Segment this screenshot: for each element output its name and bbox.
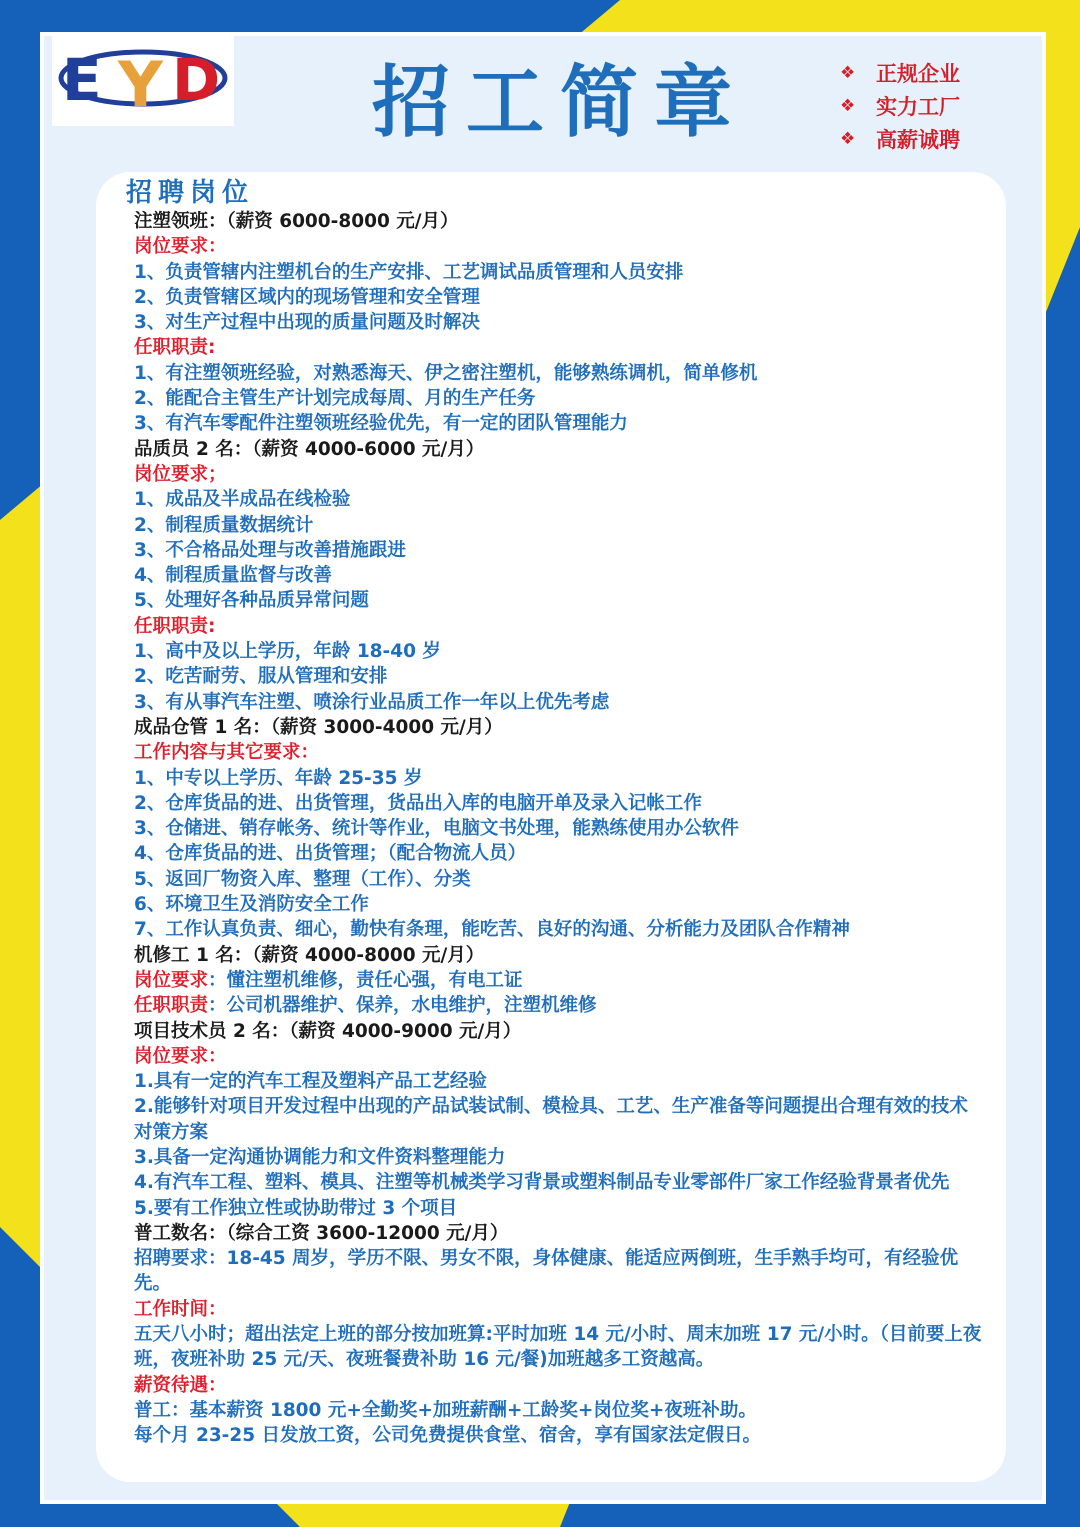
requirement-line: 1、负责管辖内注塑机台的生产安排、工艺调试品质管理和人员安排 (134, 261, 684, 283)
requirement-line (134, 968, 984, 993)
svg-text:D: D (172, 46, 221, 114)
company-logo (52, 36, 234, 126)
requirement-line: 4.有汽车工程、塑料、模具、注塑等机械类学习背景或塑料制品专业零部件厂家工作经验背景者优先 (134, 1172, 950, 1194)
inline-text: ：公司机器维护、保养，水电维护，注塑机维修 (208, 995, 597, 1017)
requirement-line: 五天八小时；超出法定上班的部分按加班算:平时加班 14 元/小时、周末加班 17 元/小时。（目前要上夜班，夜班补助 25 元/天、夜班餐费补助 16 元/餐)加班越多工资越高。 (134, 1324, 982, 1371)
section-label: 工作内容与其它要求： (134, 742, 320, 764)
inline-label: 任职职责 (134, 995, 209, 1017)
requirement-line: 7、工作认真负责、细心，勤快有条理，能吃苦、良好的沟通、分析能力及团队合作精神 (134, 919, 850, 941)
requirement-line: 6、环境卫生及消防安全工作 (134, 894, 369, 916)
tag-label: 实力工厂 (876, 94, 960, 119)
svg-text:Y: Y (118, 48, 163, 121)
job-title: 成品仓管 1 名：（薪资 3000-4000 元/月） (134, 716, 503, 738)
requirement-line: 1.具有一定的汽车工程及塑料产品工艺经验 (134, 1071, 487, 1093)
job-title: 品质员 2 名：（薪资 4000-6000 元/月） (134, 438, 485, 460)
job-listing (134, 209, 984, 1449)
requirement-line: 5.要有工作独立性或协助带过 3 个项目 (134, 1197, 458, 1219)
section-label: 岗位要求： (134, 236, 227, 258)
page-title: 招工简章 (372, 58, 749, 148)
tag-item (840, 89, 1030, 122)
requirement-line: 1、高中及以上学历，年龄 18-40 岁 (134, 641, 441, 663)
section-label: 岗位要求； (134, 463, 227, 485)
inline-text: ：懂注塑机维修，责任心强，有电工证 (208, 969, 523, 991)
section-label: 薪资待遇： (134, 1374, 227, 1396)
job-title: 机修工 1 名：（薪资 4000-8000 元/月） (134, 944, 485, 966)
requirement-line: 1、成品及半成品在线检验 (134, 489, 351, 511)
requirement-line: 3、仓储进、销存帐务、统计等作业，电脑文书处理，能熟练使用办公软件 (134, 818, 739, 840)
requirement-line: 每个月 23-25 日发放工资，公司免费提供食堂、宿舍，享有国家法定假日。 (134, 1425, 762, 1447)
requirement-line: 4、仓库货品的进、出货管理；（配合物流人员） (134, 843, 527, 865)
requirement-line: 招聘要求：18-45 周岁，学历不限、男女不限，身体健康、能适应两倒班，生手熟手均可，有经验优先。 (134, 1248, 959, 1295)
requirement-line: 1、有注塑领班经验，对熟悉海天、伊之密注塑机，能够熟练调机，简单修机 (134, 362, 758, 384)
section-label: 任职职责: (134, 337, 216, 359)
job-title: 普工数名：（综合工资 3600-12000 元/月） (134, 1222, 509, 1244)
job-title: 注塑领班：（薪资 6000-8000 元/月） (134, 211, 459, 232)
requirement-line: 2、制程质量数据统计 (134, 514, 314, 536)
requirement-line: 5、返回厂物资入库、整理（工作）、分类 (134, 868, 471, 890)
requirement-line: 3、不合格品处理与改善措施跟进 (134, 539, 406, 561)
tag-label: 正规企业 (876, 61, 960, 86)
requirement-line: 2、能配合主管生产计划完成每周、月的生产任务 (134, 388, 536, 410)
requirement-line: 3.具备一定沟通协调能力和文件资料整理能力 (134, 1146, 506, 1168)
requirement-line: 3、有从事汽车注塑、喷涂行业品质工作一年以上优先考虑 (134, 691, 610, 713)
diamond-bullet-icon: ❖ (840, 128, 856, 149)
requirement-line: 2、吃苦耐劳、服从管理和安排 (134, 666, 388, 688)
section-heading: 招聘岗位 (126, 178, 255, 208)
job-title: 项目技术员 2 名：（薪资 4000-9000 元/月） (134, 1020, 522, 1042)
section-label: 岗位要求： (134, 1045, 227, 1067)
requirement-line: 5、处理好各种品质异常问题 (134, 590, 369, 612)
requirement-line: 2、仓库货品的进、出货管理，货品出入库的电脑开单及录入记帐工作 (134, 792, 702, 814)
section-label: 工作时间： (134, 1298, 227, 1320)
requirement-line: 3、有汽车零配件注塑领班经验优先，有一定的团队管理能力 (134, 413, 628, 435)
svg-text:E: E (62, 46, 102, 114)
diamond-bullet-icon: ❖ (840, 95, 856, 116)
requirement-line: 2、负责管辖区域内的现场管理和安全管理 (134, 286, 480, 308)
requirement-line: 1、中专以上学历、年龄 25-35 岁 (134, 767, 423, 789)
requirement-line: 3、对生产过程中出现的质量问题及时解决 (134, 312, 480, 334)
tag-item (840, 122, 1030, 155)
section-label: 任职职责: (134, 615, 216, 637)
requirement-line: 普工：基本薪资 1800 元+全勤奖+加班薪酬+工龄奖+岗位奖+夜班补助。 (134, 1399, 757, 1421)
diamond-bullet-icon: ❖ (840, 62, 856, 83)
requirement-line: 4、制程质量监督与改善 (134, 565, 332, 587)
tag-item (840, 56, 1030, 89)
requirement-line: 2.能够针对项目开发过程中出现的产品试装试制、模检具、工艺、生产准备等问题提出合理有效的技术对策方案 (134, 1096, 968, 1143)
inline-label: 岗位要求 (134, 969, 209, 991)
tag-list (840, 56, 1030, 155)
requirement-line (134, 993, 984, 1018)
tag-label: 高薪诚聘 (876, 127, 960, 152)
